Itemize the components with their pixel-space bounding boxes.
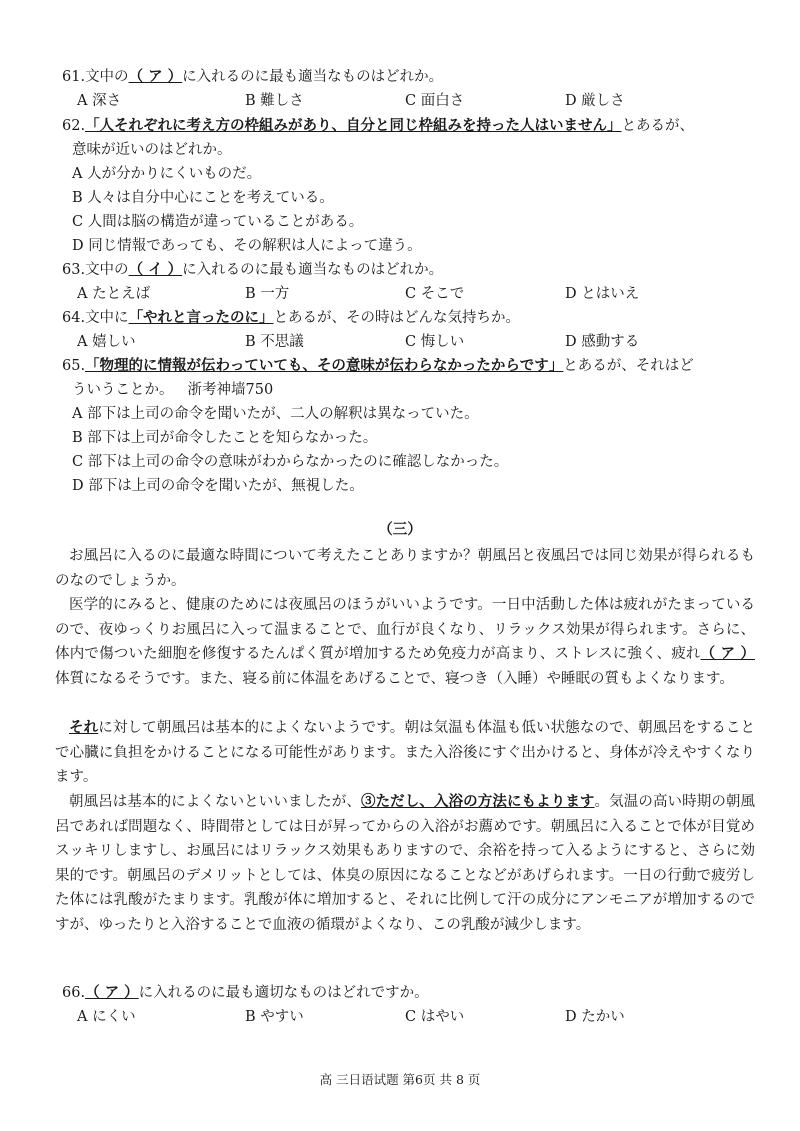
blank-a: （ ア ） — [85, 984, 139, 1001]
option-d[interactable]: D とはいえ — [565, 286, 640, 302]
option-b[interactable]: B やすい — [245, 1009, 304, 1025]
question-number: 64. — [62, 310, 86, 326]
question-number: 63. — [62, 262, 86, 278]
options-61 — [77, 90, 757, 112]
option-b[interactable]: B 一方 — [245, 286, 290, 302]
option-d[interactable]: D 部下は上司の命令を聞いたが、無視した。 — [72, 478, 364, 494]
underlined-phrase: ③ただし、入浴の方法にもよります — [360, 793, 595, 810]
option-d[interactable]: D 同じ情報であっても、その解釈は人によって違う。 — [72, 238, 422, 254]
question-62-cont: 意味が近いのはどれか。 — [72, 142, 232, 158]
option-a[interactable]: A にくい — [77, 1009, 136, 1025]
underlined-word: それ — [69, 719, 99, 736]
question-text: 文中に — [85, 310, 129, 326]
option-a[interactable]: A 嬉しい — [77, 334, 136, 350]
question-text: 文中の — [85, 69, 129, 85]
option-d[interactable]: D 厳しさ — [565, 93, 625, 109]
option-b[interactable]: B 部下は上司が命令したことを知らなかった。 — [72, 430, 378, 446]
option-c[interactable]: C はやい — [405, 1009, 465, 1025]
question-62 — [62, 115, 694, 137]
option-d[interactable]: D 感動する — [565, 334, 640, 350]
blank-a: （ ア ） — [700, 645, 755, 662]
passage-paragraph-1: お風呂に入るのに最適な時間について考えたことありますか？朝風呂と夜風呂では同じ効果が得られるものなのでしょうか。 — [55, 548, 755, 589]
option-b[interactable]: B 不思議 — [245, 334, 304, 350]
question-64 — [62, 307, 520, 329]
options-66 — [77, 1006, 757, 1028]
question-number: 62. — [62, 118, 86, 134]
blank-i: （ イ ） — [128, 261, 183, 278]
watermark-note: 浙考神墙750 — [187, 382, 274, 398]
option-c[interactable]: C 悔しい — [405, 334, 465, 350]
option-a[interactable]: A たとえば — [77, 286, 151, 302]
section-heading: （三） — [378, 521, 422, 538]
question-text: に入れるのに最も適当なものはどれか。 — [182, 262, 444, 278]
option-a[interactable]: A 人が分かりにくいものだ。 — [72, 166, 262, 182]
option-b[interactable]: B 人々は自分中心にことを考えている。 — [72, 190, 334, 206]
question-number: 65. — [62, 358, 86, 374]
question-63 — [62, 259, 443, 281]
question-text: とあるが、 — [621, 118, 695, 134]
page-footer: 高 三日语试题 第6页 共 8 页 — [319, 1072, 481, 1087]
option-c[interactable]: C そこで — [405, 286, 465, 302]
option-a[interactable]: A 深さ — [77, 93, 122, 109]
question-text: に入れるのに最も適当なものはどれか。 — [182, 69, 444, 85]
question-number: 61. — [62, 69, 86, 85]
passage-paragraph-3 — [55, 716, 755, 790]
question-61 — [62, 66, 443, 88]
quoted-sentence: 「やれと言ったのに」 — [128, 309, 274, 326]
option-c[interactable]: C 面白さ — [405, 93, 465, 109]
quoted-sentence: 「物理的に情報が伝わっていても、その意味が伝わらなかったからです」 — [85, 357, 564, 374]
blank-a: （ ア ） — [128, 68, 183, 85]
option-c[interactable]: C 部下は上司の命令の意味がわからなかったのに確認しなかった。 — [72, 454, 509, 470]
option-c[interactable]: C 人間は脳の構造が違っていることがある。 — [72, 214, 364, 230]
paragraph-text: 医学的にみると、健康のためには夜風呂のほうがいいようです。一日中活動した体は疲れがたまっているので、夜ゆっくりお風呂に入って温まることで、血行が良くなり、リラックス効果が得られます。さらに、体内で傷ついた細胞を修復するたんぱく質が増加するため免疫力が高まり、ストレスに強く、疲れ — [55, 597, 755, 662]
paragraph-text: 体質になるそうです。また、寝る前に体温をあげることで、寝つき（入睡）や睡眠の質もよくなります。 — [55, 670, 734, 687]
question-65 — [62, 355, 694, 377]
question-text: ういうことか。 — [72, 382, 174, 398]
passage-paragraph-4 — [55, 790, 755, 937]
question-text: に入れるのに最も適切なものはどれですか。 — [138, 985, 429, 1001]
paragraph-text: に対して朝風呂は基本的によくないようです。朝は気温も体温も低い状態なので、朝風呂をすることで心臓に負担をかけることになる可能性があります。また入浴後にすぐ出かけると、身体が冷えやすくなります。 — [55, 720, 756, 785]
quoted-sentence: 「人それぞれに考え方の枠組みがあり、自分と同じ枠組みを持った人はいません」 — [85, 117, 622, 134]
option-b[interactable]: B 難しさ — [245, 93, 304, 109]
question-number: 66. — [62, 985, 86, 1001]
question-66 — [62, 982, 429, 1004]
question-text: とあるが、それはど — [563, 358, 694, 374]
option-d[interactable]: D たかい — [565, 1009, 625, 1025]
question-65-cont — [72, 379, 273, 401]
question-text: 文中の — [85, 262, 129, 278]
paragraph-text: 朝風呂は基本的によくないといいましたが、 — [69, 794, 361, 810]
paragraph-text: 。気温の高い時期の朝風呂であれば問題なく、時間帯としては日が昇ってからの入浴がお薦めです。朝風呂に入ることで体が目覚めスッキリしますし、お風呂にはリラックス効果もありますので、余裕を持って入るようにすると、さらに効果的です。朝風呂のデメリットとしては、体臭の原因になることなどがあげられます。一日の行動で疲労した体には乳酸がたまります。乳酸が体に増加すると、それに比例して汗の成分にアンモニアが増加するのですが、ゆったりと入浴することで血液の循環がよくなり、この乳酸が減少します。 — [55, 794, 756, 933]
options-63 — [77, 283, 757, 305]
question-text: とあるが、その時はどんな気持ちか。 — [273, 310, 521, 326]
options-64 — [77, 331, 757, 353]
passage-paragraph-2 — [55, 593, 755, 691]
option-a[interactable]: A 部下は上司の命令を聞いたが、二人の解釈は異なっていた。 — [72, 406, 479, 422]
